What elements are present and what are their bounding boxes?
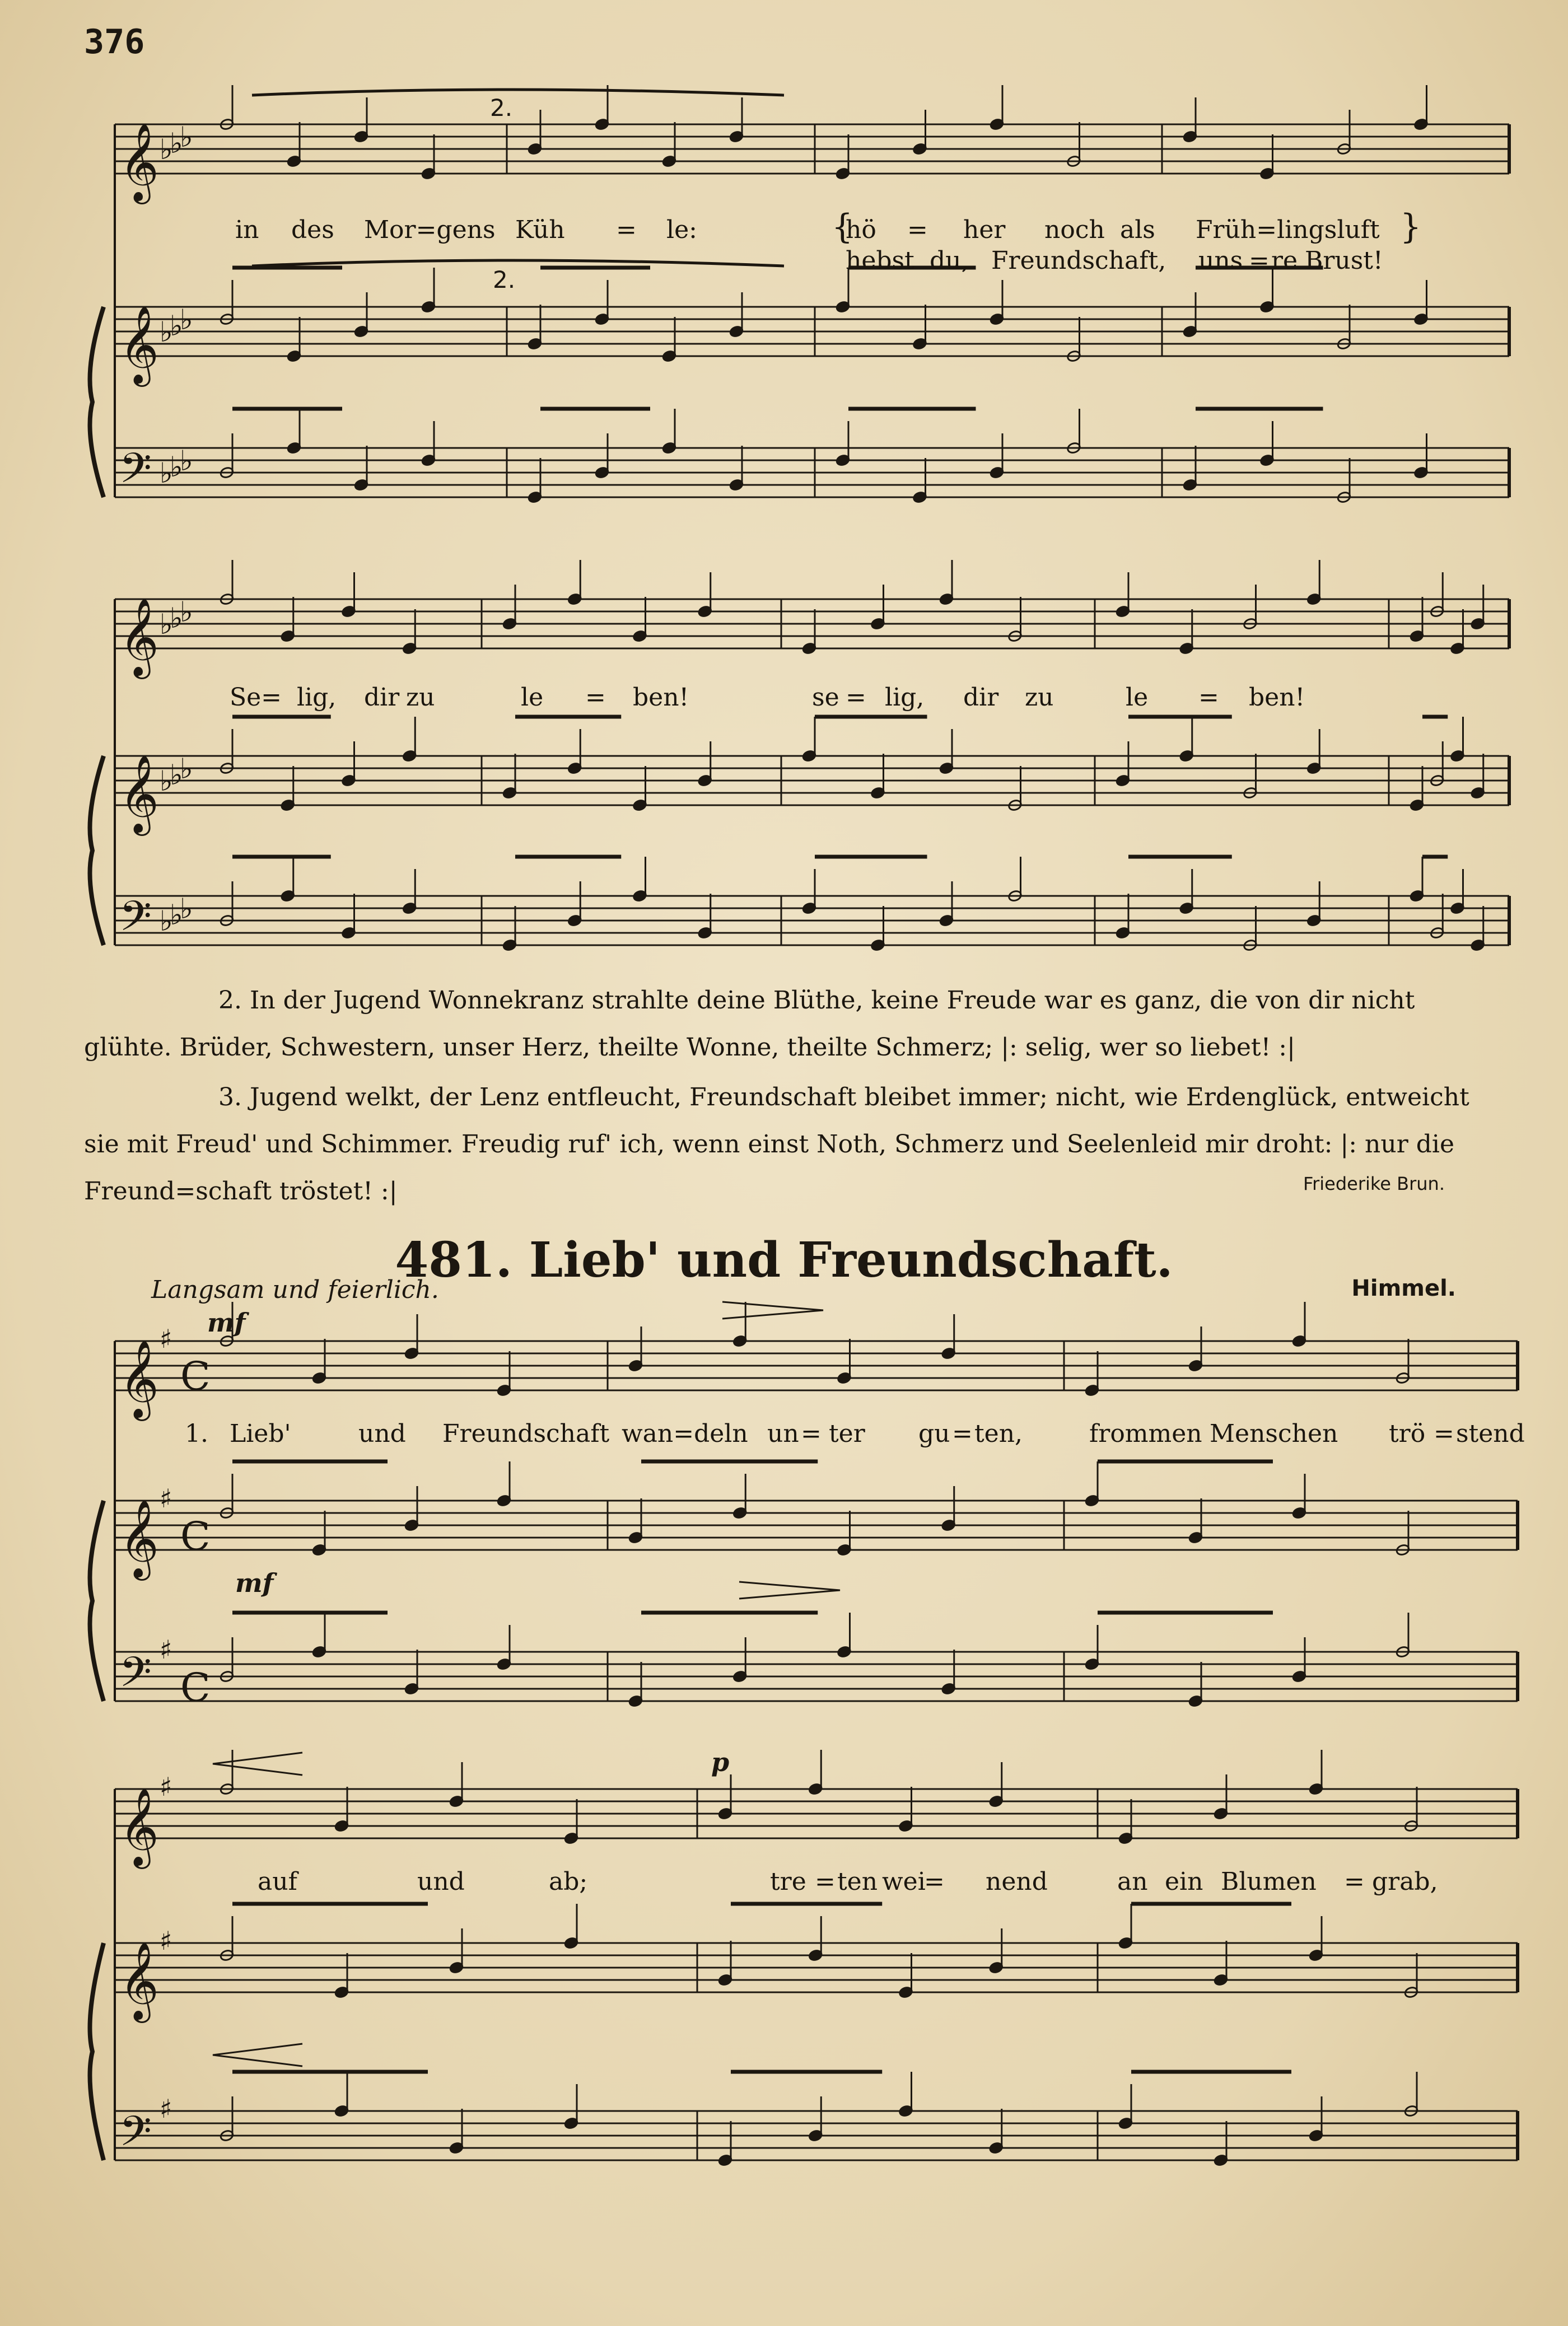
flat-icon: ♭ (170, 899, 183, 931)
flat-icon: ♭ (160, 133, 173, 166)
flat-icon: ♭ (180, 596, 193, 628)
tempo-marking: Langsam und feierlich. (151, 1276, 439, 1304)
bass-clef-icon: 𝄢 (119, 2107, 152, 2166)
sharp-icon: ♯ (160, 1772, 172, 1802)
treble-clef-icon: 𝄞 (119, 1500, 159, 1577)
bass-clef-icon: 𝄢 (119, 1648, 152, 1707)
flat-icon: ♭ (170, 127, 183, 160)
brace (90, 307, 104, 497)
slur (252, 260, 784, 266)
brace (90, 756, 104, 945)
flat-icon: ♭ (160, 316, 173, 348)
flat-icon: ♭ (170, 602, 183, 634)
song-title-text: Lieb' und Freundschaft. (529, 1232, 1173, 1288)
verse-2: 2. In der Jugend Wonnekranz strahlte deine Blüthe, keine Freude war es ganz, die von dir nicht glühte. Brüder, Schwestern, unser Herz, theilte Wonne, theilte Schmerz; |: selig, wer so liebet! :| (84, 986, 1415, 1062)
flat-icon: ♭ (160, 457, 173, 489)
flat-icon: ♭ (180, 121, 193, 153)
verse-3: 3. Jugend welkt, der Lenz entfleucht, Freundschaft bleibet immer; nicht, wie Erdenglück, entweicht sie mit Freud' und Schimmer. Freudig ruf' ich, wenn einst Noth, Schmerz und Seelenleid mir droht: |: nur die Freund=schaft tröstet! :| (84, 1083, 1469, 1206)
bass-clef-icon: 𝄢 (119, 444, 152, 503)
flat-icon: ♭ (170, 451, 183, 483)
treble-clef-icon: 𝄞 (119, 123, 159, 201)
dynamic-mark: mf (235, 1568, 274, 1598)
song-number: 481. (395, 1232, 512, 1288)
sharp-icon: ♯ (160, 2094, 172, 2124)
treble-clef-icon: 𝄞 (119, 1942, 159, 2020)
sharp-icon: ♯ (160, 1926, 172, 1956)
bass-clef-icon: 𝄢 (119, 892, 152, 951)
flat-icon: ♭ (160, 608, 173, 641)
brace (90, 1501, 104, 1701)
sharp-icon: ♯ (160, 1483, 172, 1514)
decrescendo-hairpin (739, 1582, 840, 1599)
sharp-icon: ♯ (160, 1324, 172, 1354)
crescendo-hairpin (722, 1302, 823, 1319)
treble-clef-icon: 𝄞 (119, 1340, 159, 1418)
flat-icon: ♭ (180, 893, 193, 925)
flat-icon: ♭ (180, 753, 193, 785)
treble-clef-icon: 𝄞 (119, 755, 159, 833)
slur (252, 90, 784, 95)
composer: Himmel. (1351, 1276, 1456, 1301)
flat-icon: ♭ (170, 759, 183, 791)
flat-icon: ♭ (160, 905, 173, 937)
poet-credit: Friederike Brun. (1303, 1173, 1445, 1194)
common-time-icon: C (180, 1665, 211, 1711)
page-number: 376 (84, 22, 145, 62)
brace (90, 1943, 104, 2160)
ending-number: 2. (490, 94, 513, 122)
common-time-icon: C (180, 1514, 211, 1559)
decrescendo-hairpin (213, 2044, 302, 2066)
score-page: 376 𝄞 ♭ ♭ ♭ 𝄞 ♭ ♭ ♭ 𝄢 ♭ ♭ ♭ 𝄞 ♭ ♭ ♭ 𝄞 ♭ ♭ ♭ 𝄢 ♭ ♭ ♭ 𝄞 ♯ 𝄞 ♯ 𝄢 ♯ 𝄞 ♯ 𝄞 ♯ 𝄢 ♯ C C C 2. 2. in des Mor=gens Küh = le: { hö = her noch als Früh=lingsluft } hebst du, Freundschaft, uns = re Brust! Se= lig, dir zu le = ben! se = lig, dir zu le = ben! 2. In der Jugend Wonnekranz strahlte deine Blüthe, keine Freude war es ganz, die von dir nicht glühte. Brüder, Schwestern, unser Herz, theilte Wonne, theilte Schmerz; |: selig, wer so liebet! :| 3. Jugend welkt, der Lenz entfleucht, Freundschaft bleibet immer; nicht, wie Erdenglück, entweicht sie mit Freud' und Schimmer. Freudig ruf' ich, wenn einst Noth, Schmerz und Seelenleid mir droht: |: nur die Freund=schaft tröstet! :| Friederike Brun. 481. Lieb' und Freundschaft. Langsam und feierlich. Himmel. mf mf p 1. Lieb' und Freundschaft wan=deln un = ter gu = ten, frommen Menschen trö = stend auf und ab; tre = ten wei = nend an ein Blumen = grab, (0, 0, 1568, 2326)
flat-icon: ♭ (180, 445, 193, 477)
flat-icon: ♭ (160, 765, 173, 797)
treble-clef-icon: 𝄞 (119, 598, 159, 676)
flat-icon: ♭ (180, 303, 193, 336)
treble-clef-icon: 𝄞 (119, 306, 159, 384)
dynamic-mark: p (711, 1747, 730, 1777)
common-time-icon: C (180, 1353, 211, 1399)
flat-icon: ♭ (170, 310, 183, 342)
dynamic-mark: mf (207, 1307, 246, 1338)
ending-number: 2. (493, 266, 516, 293)
treble-clef-icon: 𝄞 (119, 1788, 159, 1866)
sharp-icon: ♯ (160, 1634, 172, 1665)
decrescendo-hairpin (213, 1753, 302, 1775)
